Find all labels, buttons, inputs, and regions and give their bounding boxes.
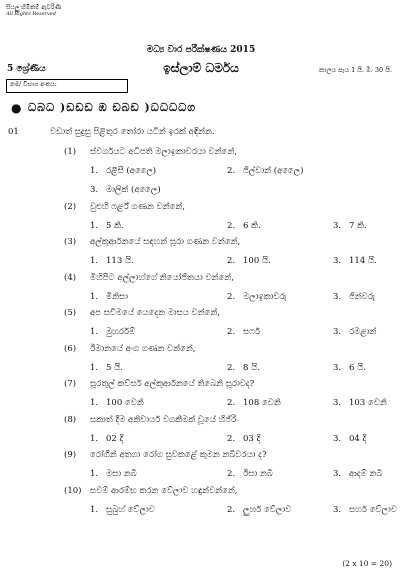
question-number: (8) <box>64 414 77 425</box>
question-number: (6) <box>64 343 77 354</box>
question-text: මිහිපිට අල්ලාහ්ගේ නියෝජිතයා වන්නේ, <box>90 272 234 283</box>
name-label: නම/ විභාග අංකය: <box>10 81 57 88</box>
answer-option-number: 3. <box>333 256 342 266</box>
answer-option[interactable]: ආදම් නබි <box>349 469 383 479</box>
question-text: රෝගීන් අතගා රෝග සුවකළේ කුමන නබිවරයා ද? <box>90 450 267 460</box>
answer-option[interactable]: 6 යි. <box>349 362 366 373</box>
answer-option[interactable]: 100 යි. <box>243 256 271 266</box>
answer-option[interactable]: 113 යි. <box>106 256 134 266</box>
answer-option-number: 2. <box>227 433 236 444</box>
answer-option-number: 2. <box>227 166 236 176</box>
answer-option-number: 3. <box>333 291 342 302</box>
answer-option-number: 2. <box>227 291 236 302</box>
answer-option-number: 1. <box>90 291 99 302</box>
answer-option[interactable]: 6 කි. <box>243 220 261 231</box>
question-number: (5) <box>64 308 77 318</box>
answer-option-number: 3. <box>333 362 342 373</box>
answer-option-number: 3. <box>333 504 342 515</box>
answer-option-number: 1. <box>90 433 99 444</box>
answer-option-number: 1. <box>90 362 99 373</box>
answer-option[interactable]: ඊසා නබි <box>243 469 273 479</box>
question-number: (4) <box>64 272 77 283</box>
answer-option-number: 3. <box>333 327 342 337</box>
answer-option[interactable]: මසා නබි <box>106 469 137 479</box>
answer-option-number: 1. <box>90 398 99 408</box>
answer-option-number: 2. <box>227 398 236 408</box>
answer-option[interactable]: රළීසී (අලෛ) <box>106 166 157 176</box>
grade-label: 5 ශ්‍රේණිය <box>7 64 46 74</box>
question-text: ඊමානයේ අංග ගණන වන්නේ, <box>90 343 196 354</box>
answer-option[interactable]: 8 යි. <box>243 362 260 373</box>
answer-option[interactable]: 100 වෙනි <box>106 398 144 408</box>
section-title: ධබධ )ඩඩඩ ඹ ඩබඩ )ධධධධග <box>28 101 197 114</box>
answer-option[interactable]: 5 යි. <box>106 362 123 373</box>
time-allowed: කාලය පැය 1 යි. මි. 30 යි. <box>319 66 392 74</box>
question-text: වුළුහි ෆර්ළ් ගණන වන්නේ, <box>90 201 185 212</box>
copyright-notice: සියලු හිමිකම් ඇවරිණි <box>6 4 62 11</box>
answer-option[interactable]: 114 යි. <box>349 256 377 266</box>
answer-option-number: 3. <box>333 220 342 231</box>
answer-option-number: 2. <box>227 362 236 373</box>
answer-option[interactable]: 5 කි. <box>106 220 124 231</box>
answer-option[interactable]: මලාඉකාවරු <box>243 291 287 302</box>
copyright-notice-english: All Rights Reserved <box>6 11 56 17</box>
answer-option[interactable]: 02 දී <box>106 433 124 444</box>
answer-option-number: 2. <box>227 469 236 479</box>
question-text: සූරතුල් කව්සර් අල්කුර්ආනයේ තිබෙනි සූරාවද? <box>90 379 255 389</box>
question-number: (9) <box>64 450 77 460</box>
question-text: සවම් ආරම්භ කරන වේලාව හඳුන්වන්නේ, <box>90 485 238 496</box>
answer-option-number: 1. <box>90 327 99 337</box>
answer-option[interactable]: සෆර් <box>243 327 261 337</box>
answer-option[interactable]: මාලික් (අලෛ) <box>106 185 161 195</box>
answer-option-number: 1. <box>90 166 99 176</box>
answer-option-number: 1. <box>90 469 99 479</box>
answer-option[interactable]: රමළාන් <box>349 327 377 337</box>
question-text: අප සවිමයේ යෙදෙන මාසය වන්නේ, <box>90 308 220 318</box>
answer-option-number: 2. <box>227 504 236 515</box>
question-number: (3) <box>64 237 77 247</box>
main-question-number: 01 <box>8 127 19 137</box>
answer-option-number: 1. <box>90 220 99 231</box>
question-number: (7) <box>64 379 77 389</box>
answer-option-number: 3. <box>90 185 99 195</box>
answer-option-number: 2. <box>227 256 236 266</box>
answer-option-number: 1. <box>90 504 99 515</box>
main-question-text: වඩාත් සුදුසු පිළිතුර තෝරා යටින් ඉරක් අඳින්න. <box>50 127 215 137</box>
answer-option[interactable]: මිනිසා <box>106 291 128 302</box>
subject-title: ඉස්ලාම් ධර්මය <box>163 61 239 75</box>
answer-option[interactable]: ජින්වරු <box>349 291 375 302</box>
answer-option[interactable]: 103 වෙනි <box>349 398 387 408</box>
answer-option[interactable]: මුහර්රම් <box>106 327 136 337</box>
exam-title: මධ්‍ය වාර පරීක්ෂණය 2015 <box>146 45 256 55</box>
question-text: සකාත් දීම අනිවාර්ය වගකීමක් වූයේ හිජ්රි <box>90 414 237 425</box>
answer-option[interactable]: ලුහර් වේලාව <box>243 504 292 515</box>
answer-option-number: 3. <box>333 469 342 479</box>
question-text: ස්වර්ගයට අධිපති මලාඉකාවරයා වන්නේ, <box>90 147 237 157</box>
answer-option-number: 1. <box>90 256 99 266</box>
answer-option[interactable]: 7 කි. <box>349 220 367 231</box>
answer-option[interactable]: සුබුහ් වේලාව <box>106 504 155 515</box>
answer-option-number: 3. <box>333 433 342 444</box>
question-number: (10) <box>64 485 82 496</box>
answer-option-number: 2. <box>227 220 236 231</box>
answer-option[interactable]: ජිල්වාන් (අලෛ) <box>243 166 304 176</box>
question-text: අල්කුර්ආනයේ සඳහන් සූරා ගණන වන්නේ, <box>90 237 241 247</box>
answer-option-number: 2. <box>227 327 236 337</box>
question-number: (1) <box>64 147 77 157</box>
bullet-icon: ● <box>11 101 22 115</box>
marks-allocation: (2 x 10 = 20) <box>342 559 392 568</box>
answer-option[interactable]: 03 දී <box>243 433 261 444</box>
answer-option[interactable]: 108 වෙනි <box>243 398 281 408</box>
answer-option[interactable]: සහර් වේලාව <box>349 504 397 515</box>
answer-option-number: 3. <box>333 398 342 408</box>
answer-option[interactable]: 04 දී <box>349 433 367 444</box>
question-number: (2) <box>64 201 77 212</box>
